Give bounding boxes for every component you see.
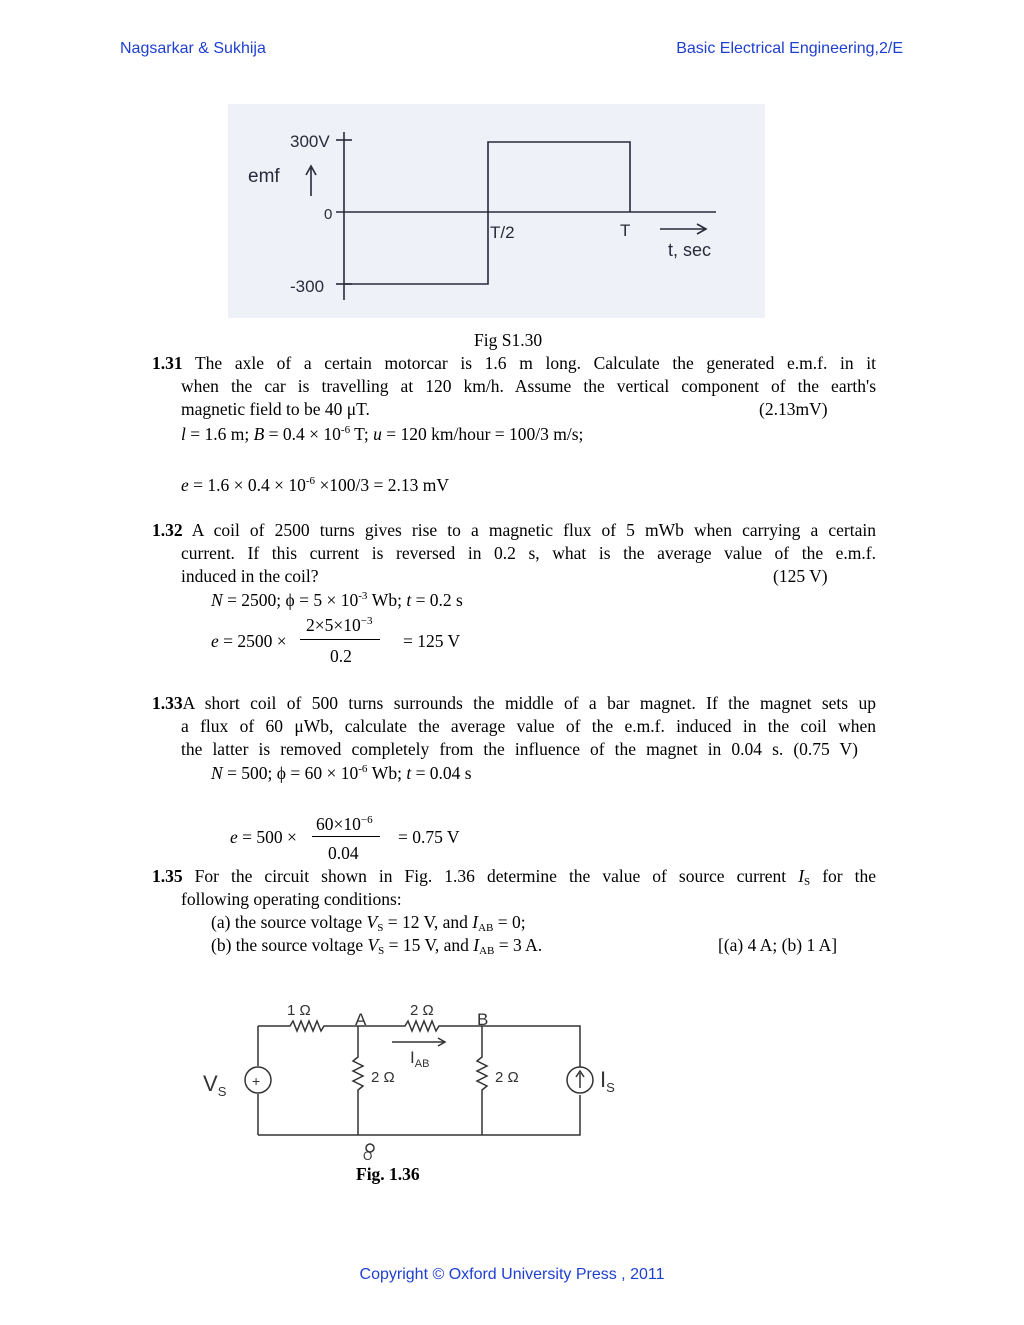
problem-131-text1: The axle of a certain motorcar is 1.6 m long. Calculate the generated e.m.f. in it bbox=[194, 353, 877, 373]
problem-133-fraction-bar bbox=[312, 836, 380, 837]
circuit-sketch bbox=[195, 995, 665, 1160]
problem-132-text1: A coil of 2500 turns gives rise to a magnetic flux of 5 mWb when carrying a certain bbox=[191, 520, 876, 540]
x-full-label: T bbox=[620, 221, 631, 240]
problem-132-line2: current. If this current is reversed in 0.2 s, what is the average value of the e.m.f. bbox=[181, 543, 876, 563]
problem-133-line1 bbox=[152, 692, 876, 714]
problem-135-line1: 1.35 For the circuit shown in Fig. 1.36 determine the value of source current $I_S$ for the bbox=[152, 866, 877, 888]
problem-133-eq-numerator: $60\times 10^{-6}$ bbox=[316, 814, 373, 834]
problem-132-eq-denominator: 0.2 bbox=[330, 646, 352, 666]
current-iab-label: $I_{AB}$ bbox=[410, 1048, 430, 1070]
node-b-label: B bbox=[477, 1010, 489, 1029]
r2-label: 2 Ω bbox=[410, 1002, 434, 1019]
problem-133-eq-rhs: = 0.75 V bbox=[398, 827, 460, 847]
header-left: Nagsarkar & Sukhija bbox=[120, 40, 266, 57]
problem-132-eq-rhs: = 125 V bbox=[403, 631, 461, 651]
problem-135-condition-b: (b) the source voltage $V_S = 15$ V, and $I_{AB} = 3$ A. bbox=[211, 935, 543, 957]
figure-emf-waveform bbox=[228, 104, 765, 318]
problem-132-given: N = 2500; $\phi = 5 \times 10^{-3}$ Wb; t = 0.2 s bbox=[211, 590, 463, 610]
problem-133-text1: A short coil of 500 turns surrounds the middle of a bar magnet. If the magnet sets up bbox=[182, 693, 876, 713]
figure-circuit bbox=[195, 995, 665, 1160]
problem-131-calc: $e = 1.6 \times 0.4 \times 10^{-6} \times 100/3 = 2.13$ mV bbox=[181, 475, 450, 495]
problem-133-line2: a flux of 60 μWb, calculate the average value of the e.m.f. induced in the coil when bbox=[181, 716, 876, 736]
problem-131-line3: magnetic field to be 40 μT. bbox=[181, 399, 370, 419]
problem-135-number: 1.35 bbox=[152, 866, 183, 886]
fig-s130-caption: Fig S1.30 bbox=[474, 330, 543, 350]
problem-131-given: l = 1.6 m; $B = 0.4 \times 10^{-6}$ T; u = 120 km/hour = 100/3 m/s; bbox=[181, 424, 584, 444]
problem-133-given: N = 500; $\phi = 60 \times 10^{-6}$ Wb; t = 0.04 s bbox=[211, 763, 472, 783]
problem-132-eq-lhs: e = 2500 × bbox=[211, 631, 287, 651]
problem-131-number: 1.31 bbox=[152, 353, 183, 373]
problem-135-condition-a: (a) the source voltage $V_S = 12$ V, and $I_{AB} = 0$; bbox=[211, 912, 526, 934]
r4-label: 2 Ω bbox=[495, 1069, 519, 1086]
header-right: Basic Electrical Engineering,2/E bbox=[676, 40, 903, 57]
problem-135-line2: following operating conditions: bbox=[181, 889, 402, 909]
node-a-label: A bbox=[355, 1010, 367, 1029]
problem-133-line3: the latter is removed completely from the influence of the magnet in 0.04 s. (0.75 V) bbox=[181, 739, 858, 759]
problem-131-answer: (2.13mV) bbox=[759, 399, 828, 419]
problem-132-line1 bbox=[152, 519, 876, 541]
problem-131-line2: when the car is travelling at 120 km/h. Assume the vertical component of the earth's bbox=[181, 376, 876, 396]
r3-label: 2 Ω bbox=[371, 1069, 395, 1086]
problem-132-line3: induced in the coil? bbox=[181, 566, 319, 586]
problem-133-number: 1.33 bbox=[152, 693, 183, 713]
problem-135-answer: [(a) 4 A; (b) 1 A] bbox=[718, 935, 838, 955]
fig-136-caption: Fig. 1.36 bbox=[356, 1164, 420, 1184]
node-o-label: O bbox=[363, 1149, 373, 1160]
problem-132-fraction-bar bbox=[300, 639, 380, 640]
problem-133-eq-denominator: 0.04 bbox=[328, 843, 359, 863]
problem-132-answer: (125 V) bbox=[773, 566, 828, 586]
x-half-label: T/2 bbox=[490, 223, 515, 242]
y-top-label: 300V bbox=[290, 132, 330, 151]
x-axis-label: t, sec bbox=[668, 240, 712, 260]
vs-plus-sign: + bbox=[252, 1073, 261, 1089]
vs-label: $V_S$ bbox=[203, 1071, 227, 1099]
problem-133-eq-lhs: e = 500 × bbox=[230, 827, 297, 847]
is-label: $I_S$ bbox=[600, 1067, 615, 1095]
problem-132-number: 1.32 bbox=[152, 520, 183, 540]
footer-copyright: Copyright © Oxford University Press , 2011 bbox=[359, 1266, 665, 1283]
emf-waveform-sketch bbox=[228, 104, 765, 318]
y-zero-label: 0 bbox=[324, 206, 333, 223]
r1-label: 1 Ω bbox=[287, 1002, 311, 1019]
problem-132-eq-numerator: $2\times 5\times 10^{-3}$ bbox=[306, 615, 373, 635]
y-bottom-label: -300 bbox=[290, 277, 325, 296]
y-axis-label: emf bbox=[248, 166, 280, 187]
